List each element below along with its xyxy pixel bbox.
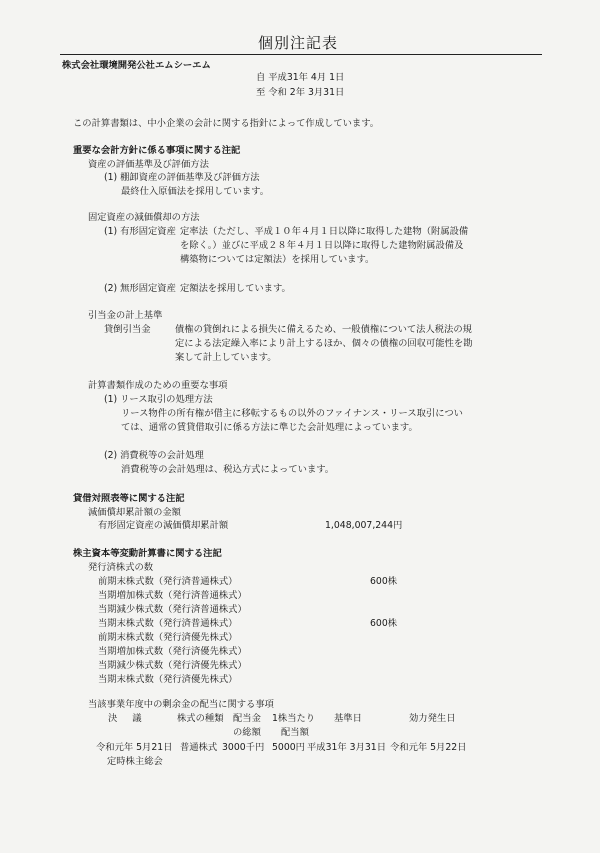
- inventory-item-text: 最終仕入原価法を採用しています。: [121, 186, 270, 197]
- col-header-record-date: 基準日: [334, 713, 362, 724]
- dividend-record-date: 平成31年 3月31日: [307, 742, 387, 753]
- equity-sub: 発行済株式の数: [88, 562, 154, 573]
- balance-sheet-sub: 減価償却累計額の金額: [88, 507, 181, 518]
- intro-text: この計算書類は、中小企業の会計に関する指針によって作成しています。: [73, 118, 380, 129]
- other-heading: 計算書類作成のための重要な事項: [88, 380, 228, 391]
- tangible-line: 構築物については定額法）を採用しています。: [180, 254, 375, 265]
- period-from: 自 平成31年 4月 1日: [256, 72, 345, 83]
- balance-sheet-heading: 貸借対照表等に関する注記: [73, 493, 185, 504]
- share-row-value: 600株: [370, 618, 398, 629]
- share-row-label: 前期末株式数（発行済普通株式）: [98, 576, 238, 587]
- lease-line: ては、通常の賃貸借取引に係る方法に準じた会計処理によっています。: [121, 422, 418, 433]
- dividend-total: 3000千円: [222, 742, 265, 753]
- share-row-label: 当期減少株式数（発行済普通株式）: [98, 604, 247, 615]
- dividend-kind: 普通株式: [180, 742, 218, 753]
- lease-label: (1) リース取引の処理方法: [104, 394, 213, 405]
- accumulated-depreciation-value: 1,048,007,244円: [325, 520, 403, 531]
- accumulated-depreciation-label: 有形固定資産の減価償却累計額: [98, 520, 229, 531]
- dividend-effective-date: 令和元年 5月22日: [390, 742, 467, 753]
- lease-line: リース物件の所有権が借主に移転するもの以外のファイナンス・リース取引につい: [121, 408, 463, 419]
- title-underline: [60, 54, 542, 55]
- col-header-total-top: 配当金: [233, 713, 261, 724]
- col-header-per-top: 1株当たり: [272, 713, 316, 724]
- dividend-per-share: 5000円: [272, 742, 305, 753]
- dividend-resolution-note: 定時株主総会: [107, 756, 163, 767]
- col-header-total-bottom: の総額: [233, 727, 261, 738]
- allowance-line: 案して計上しています。: [175, 352, 277, 363]
- share-row-label: 当期減少株式数（発行済優先株式）: [98, 660, 247, 671]
- tangible-label: (1) 有形固定資産: [104, 226, 176, 237]
- inventory-heading: 資産の評価基準及び評価方法: [88, 159, 209, 170]
- share-row-label: 当期増加株式数（発行済優先株式）: [98, 646, 247, 657]
- period-to: 至 令和 2年 3月31日: [256, 87, 345, 98]
- tax-label: (2) 消費税等の会計処理: [104, 450, 204, 461]
- share-row-label: 当期増加株式数（発行済普通株式）: [98, 590, 247, 601]
- dividend-resolution-date: 令和元年 5月21日: [96, 742, 173, 753]
- col-header-kind: 株式の種類: [177, 713, 224, 724]
- dividends-heading: 当該事業年度中の剰余金の配当に関する事項: [88, 699, 274, 710]
- tangible-line: を除く。）並びに平成２８年４月１日以降に取得した建物附属設備及: [180, 240, 464, 251]
- share-row-value: 600株: [370, 576, 398, 587]
- policies-heading: 重要な会計方針に係る事項に関する注記: [73, 145, 241, 156]
- allowance-line: 定による法定繰入率により計上するほか、個々の債権の回収可能性を勘: [175, 338, 473, 349]
- equity-heading: 株主資本等変動計算書に関する注記: [73, 548, 222, 559]
- tax-text: 消費税等の会計処理は、税込方式によっています。: [121, 464, 335, 475]
- company-name: 株式会社環境開発公社エムシーエム: [62, 60, 211, 71]
- allowance-heading: 引当金の計上基準: [88, 310, 163, 321]
- tangible-line: 定率法（ただし、平成１０年４月１日以降に取得した建物（附属設備: [180, 226, 469, 237]
- col-header-effective-date: 効力発生日: [409, 713, 456, 724]
- inventory-item-label: (1) 棚卸資産の評価基準及び評価方法: [104, 172, 260, 183]
- col-header-per-bottom: 配当額: [281, 727, 309, 738]
- intangible-text: 定額法を採用しています。: [180, 283, 291, 294]
- share-row-label: 前期末株式数（発行済優先株式）: [98, 632, 238, 643]
- share-row-label: 当期末株式数（発行済普通株式）: [98, 618, 238, 629]
- depreciation-heading: 固定資産の減価償却の方法: [88, 212, 200, 223]
- allowance-line: 債権の貸倒れによる損失に備えるため、一般債権について法人税法の規: [175, 324, 472, 335]
- col-header-resolution: 決 議: [108, 713, 148, 724]
- allowance-label: 貸倒引当金: [104, 324, 151, 335]
- share-row-label: 当期末株式数（発行済優先株式）: [98, 674, 238, 685]
- page-title: 個別注記表: [258, 34, 339, 52]
- intangible-label: (2) 無形固定資産: [104, 283, 176, 294]
